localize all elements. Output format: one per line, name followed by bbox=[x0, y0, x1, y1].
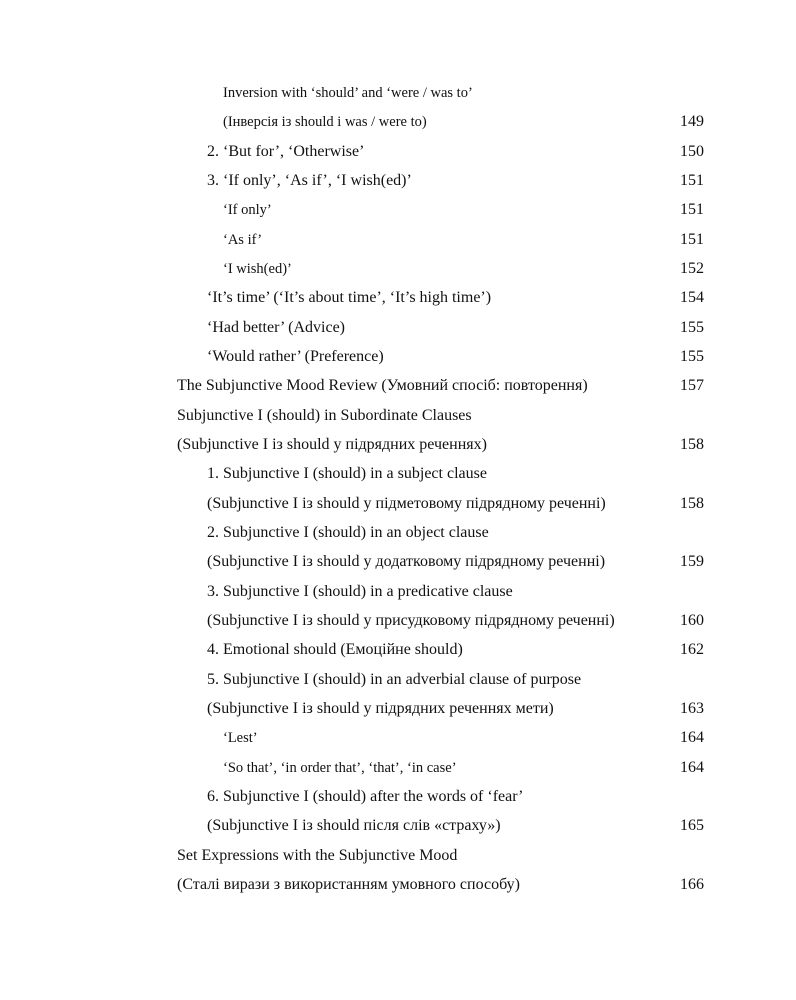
toc-entry-page-number: 151 bbox=[680, 230, 704, 248]
toc-entry-page-number: 150 bbox=[680, 142, 704, 160]
toc-entry bbox=[0, 668, 796, 692]
toc-entry-title: Inversion with ‘should’ and ‘were / was to’ bbox=[223, 85, 473, 101]
toc-entry bbox=[0, 726, 796, 750]
toc-entry-title: 6. Subjunctive I (should) after the words of ‘fear’ bbox=[207, 787, 524, 805]
toc-entry-title: ‘As if’ bbox=[223, 231, 263, 248]
toc-entry-title: ‘If only’ bbox=[223, 202, 272, 219]
toc-entry-title: 1. Subjunctive I (should) in a subject clause bbox=[207, 465, 487, 483]
toc-entry bbox=[0, 609, 796, 633]
toc-entry bbox=[0, 580, 796, 604]
toc-entry bbox=[0, 345, 796, 369]
toc-entry-title: 2. Subjunctive I (should) in an object clause bbox=[207, 523, 489, 541]
toc-entry bbox=[0, 433, 796, 457]
toc-entry bbox=[0, 110, 796, 134]
toc-entry bbox=[0, 257, 796, 281]
toc-entry bbox=[0, 521, 796, 545]
toc-entry-page-number: 166 bbox=[680, 875, 704, 893]
toc-entry-title: ‘It’s time’ (‘It’s about time’, ‘It’s high time’) bbox=[207, 289, 492, 307]
toc-entry-title: ‘Had better’ (Advice) bbox=[207, 318, 345, 336]
toc-entry bbox=[0, 550, 796, 574]
toc-entry-title: (Subjunctive I із should у додатковому підрядному реченні) bbox=[207, 553, 606, 571]
toc-entry-title: (Інверсія із should і was / were to) bbox=[223, 114, 427, 131]
toc-entry-page-number: 159 bbox=[680, 553, 704, 571]
toc-entry-title: (Subjunctive I із should у присудковому підрядному реченні) bbox=[207, 611, 615, 629]
toc-entry-title: The Subjunctive Mood Review (Умовний спосіб: повторення) bbox=[177, 377, 588, 395]
toc-entry bbox=[0, 81, 796, 105]
toc-entry-title: (Subjunctive I із should у підметовому підрядному реченні) bbox=[207, 494, 606, 512]
toc-entry-page-number: 157 bbox=[680, 377, 704, 395]
toc-entry bbox=[0, 140, 796, 164]
toc-entry-page-number: 163 bbox=[680, 699, 704, 717]
toc-entry-page-number: 151 bbox=[680, 171, 704, 189]
toc-entry bbox=[0, 492, 796, 516]
toc-entry-page-number: 149 bbox=[680, 113, 704, 131]
toc-entry-title: (Subjunctive I із should після слів «страху») bbox=[207, 817, 501, 835]
toc-entry bbox=[0, 697, 796, 721]
toc-entry-title: 3. ‘If only’, ‘As if’, ‘I wish(ed)’ bbox=[207, 171, 412, 189]
toc-entry bbox=[0, 785, 796, 809]
toc-entry bbox=[0, 374, 796, 398]
toc-entry-page-number: 154 bbox=[680, 289, 704, 307]
toc-entry-title: ‘So that’, ‘in order that’, ‘that’, ‘in case’ bbox=[223, 759, 457, 776]
toc-entry-title: ‘Lest’ bbox=[223, 730, 258, 747]
toc-entry bbox=[0, 404, 796, 428]
toc-entry-title: (Subjunctive I із should у підрядних реченнях мети) bbox=[207, 699, 554, 717]
toc-entry bbox=[0, 198, 796, 222]
toc-entry-title: 2. ‘But for’, ‘Otherwise’ bbox=[207, 142, 365, 160]
toc-entry-title: 5. Subjunctive I (should) in an adverbial clause of purpose bbox=[207, 670, 582, 688]
toc-entry-page-number: 162 bbox=[680, 641, 704, 659]
toc-entry-title: ‘Would rather’ (Preference) bbox=[207, 347, 384, 365]
toc-entry bbox=[0, 228, 796, 252]
toc-entry-page-number: 165 bbox=[680, 817, 704, 835]
toc-entry-title: (Сталі вирази з використанням умовного способу) bbox=[177, 875, 520, 893]
toc-entry bbox=[0, 756, 796, 780]
toc-entry-page-number: 158 bbox=[680, 435, 704, 453]
toc-entry-page-number: 164 bbox=[680, 729, 704, 747]
toc-entry-title: Set Expressions with the Subjunctive Mood bbox=[177, 846, 458, 864]
toc-entry bbox=[0, 286, 796, 310]
toc-entry-title: ‘I wish(ed)’ bbox=[223, 260, 292, 277]
toc-entry-page-number: 158 bbox=[680, 494, 704, 512]
toc-entry-title: 4. Emotional should (Емоційне should) bbox=[207, 641, 463, 659]
toc-entry bbox=[0, 814, 796, 838]
toc-entry-page-number: 155 bbox=[680, 347, 704, 365]
toc-entry bbox=[0, 462, 796, 486]
toc-entry-title: (Subjunctive I із should у підрядних реченнях) bbox=[177, 435, 487, 453]
toc-entry bbox=[0, 638, 796, 662]
toc-entry-title: 3. Subjunctive I (should) in a predicative clause bbox=[207, 582, 513, 600]
toc-entry bbox=[0, 316, 796, 340]
toc-entry-page-number: 160 bbox=[680, 611, 704, 629]
toc-entry-page-number: 151 bbox=[680, 201, 704, 219]
toc-entry-page-number: 155 bbox=[680, 318, 704, 336]
toc-entry bbox=[0, 169, 796, 193]
toc-entry bbox=[0, 844, 796, 868]
toc-entry-page-number: 164 bbox=[680, 758, 704, 776]
toc-entry-page-number: 152 bbox=[680, 259, 704, 277]
toc-entry-title: Subjunctive I (should) in Subordinate Clauses bbox=[177, 406, 472, 424]
toc-entry bbox=[0, 873, 796, 897]
